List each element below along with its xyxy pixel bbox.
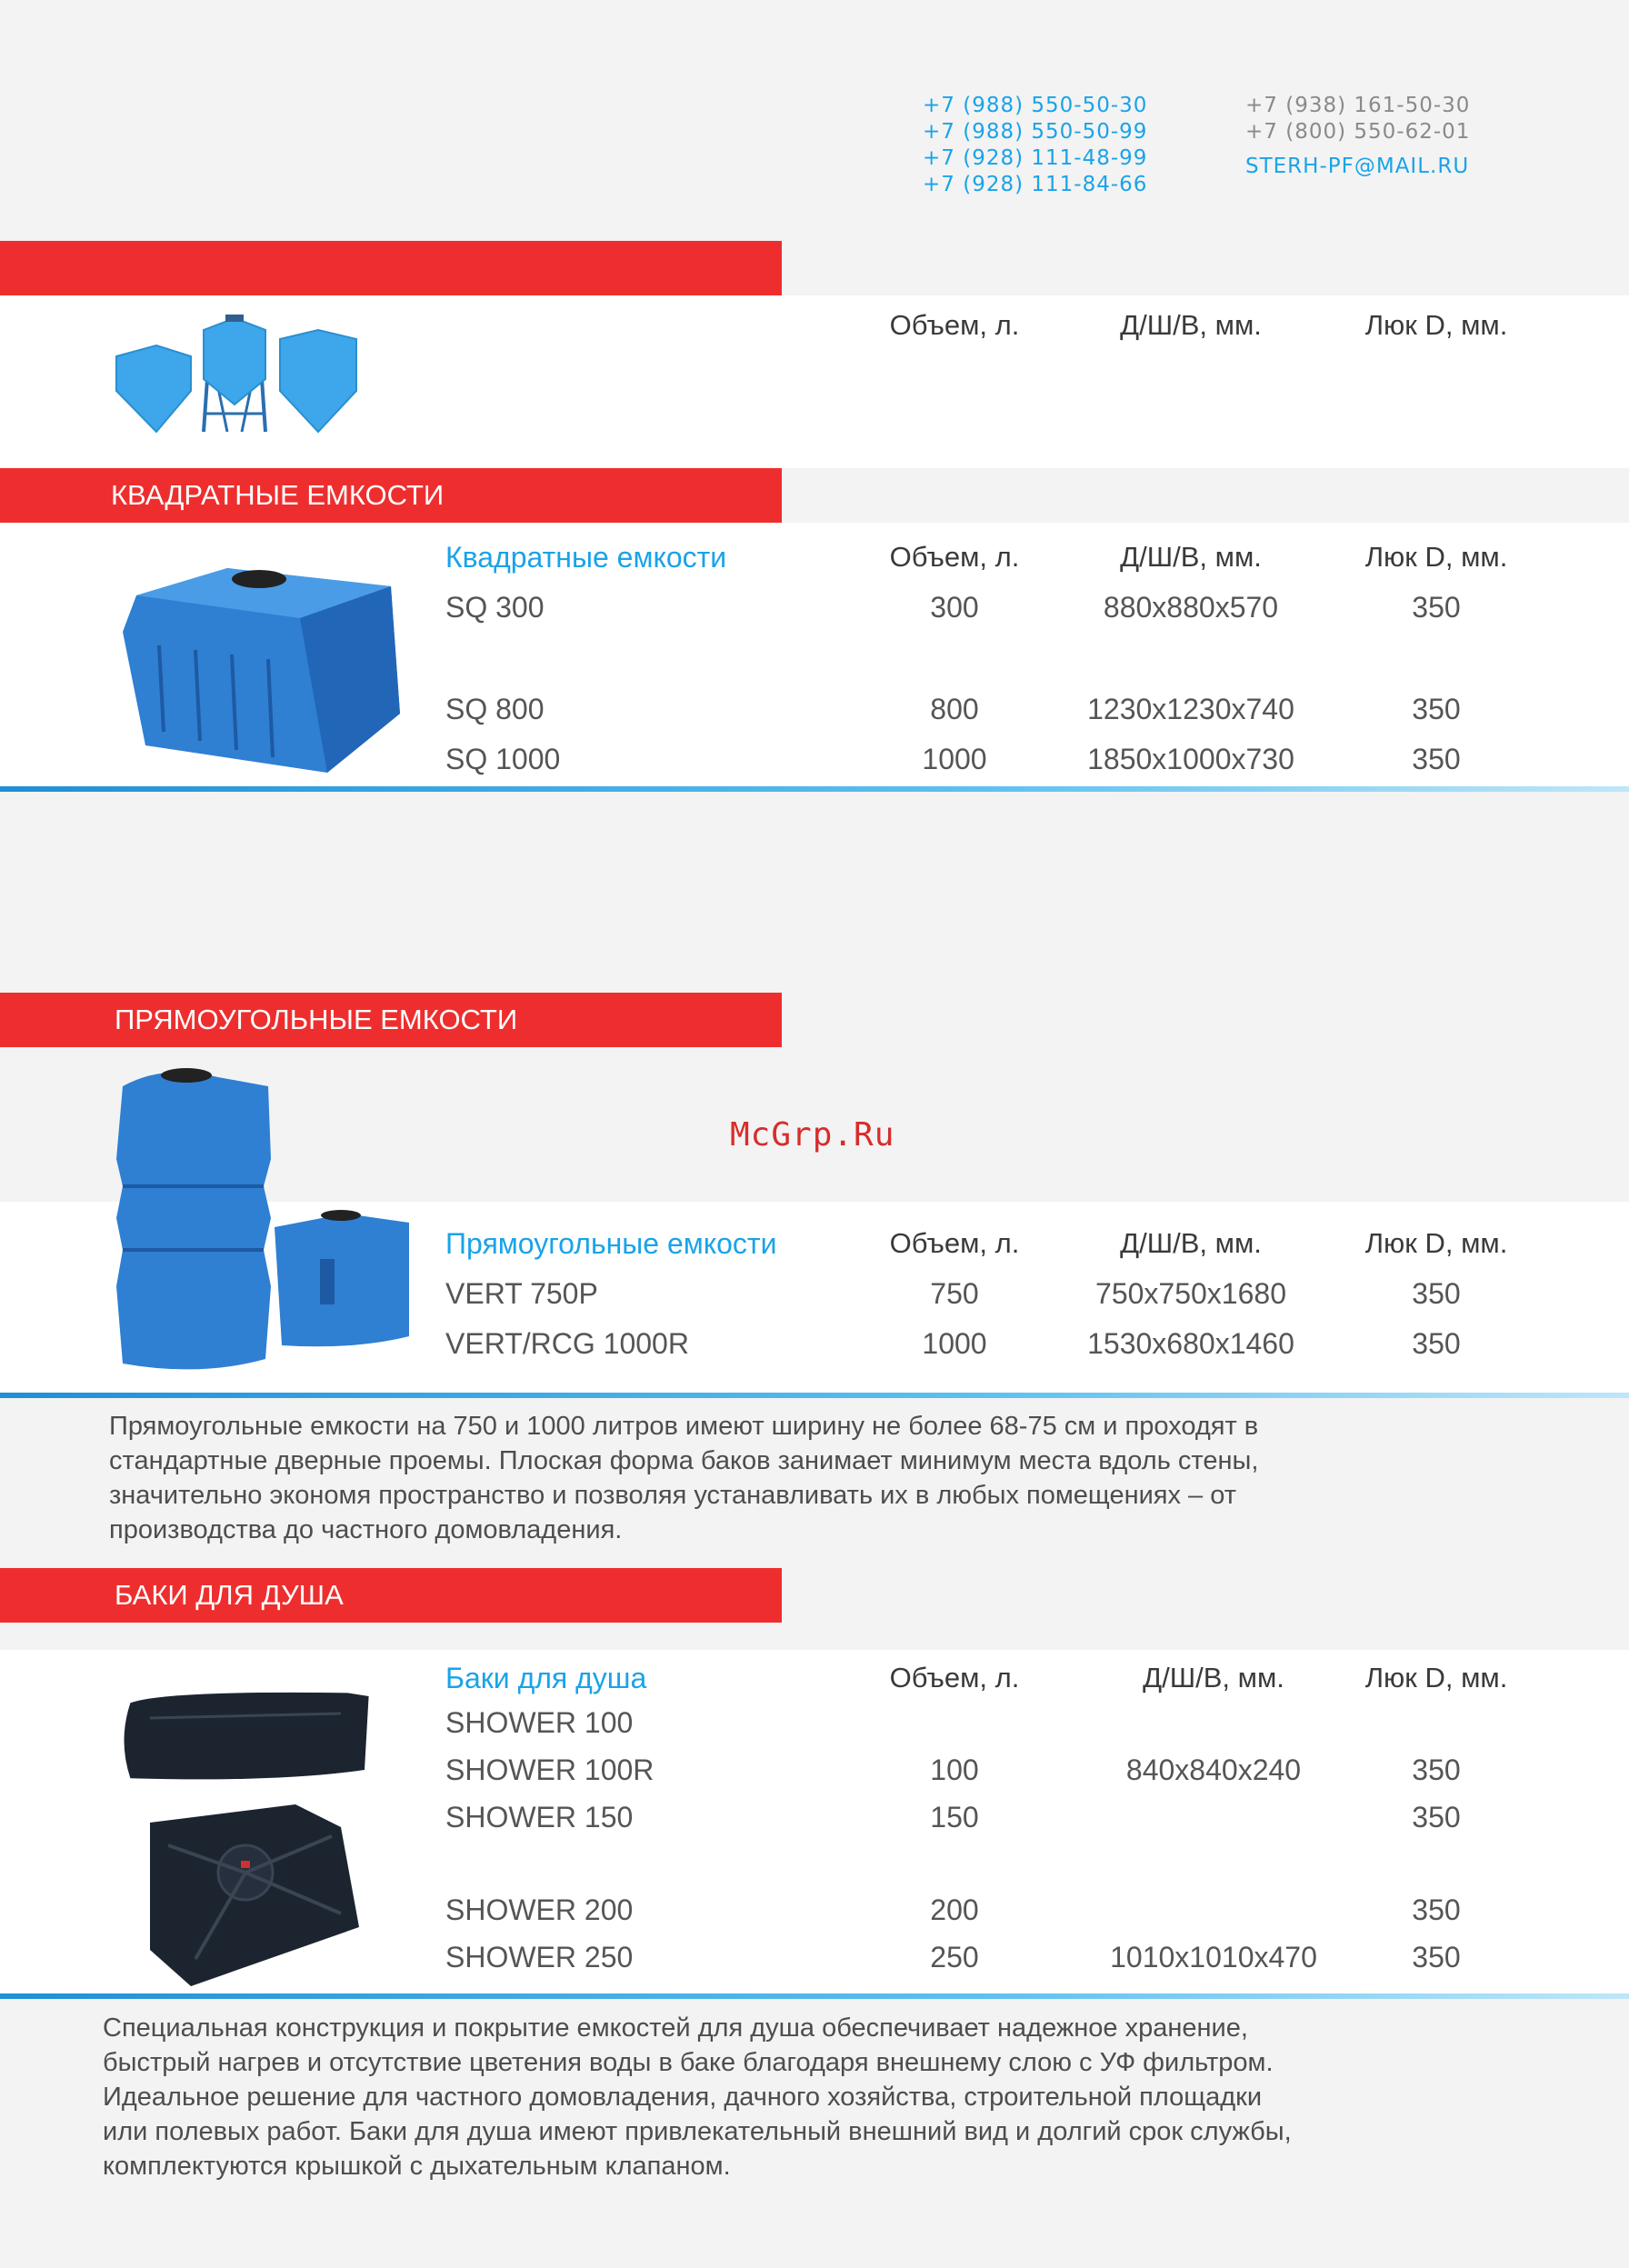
square-header-hatch: Люк D, мм. bbox=[1364, 541, 1508, 573]
square-row-3-volume: 1000 bbox=[922, 743, 987, 775]
rect-desc-line-2: стандартные дверные проемы. Плоская форма баков занимает минимум места вдоль стены, bbox=[109, 1446, 1259, 1475]
contacts-block bbox=[923, 93, 1147, 198]
rect-row-2-volume: 1000 bbox=[922, 1327, 987, 1360]
rect-row-1-hatch: 350 bbox=[1412, 1277, 1461, 1310]
square-table-title: Квадратные емкости bbox=[445, 541, 727, 574]
contacts-block-2 bbox=[1245, 93, 1470, 180]
shower-row-4-name: SHOWER 200 bbox=[445, 1893, 634, 1926]
phone-2[interactable]: +7 (988) 550-50-99 bbox=[923, 120, 1148, 144]
hopper-tanks-image bbox=[109, 314, 368, 436]
phone-4[interactable]: +7 (928) 111-84-66 bbox=[923, 173, 1148, 196]
rect-header-volume: Объем, л. bbox=[889, 1227, 1020, 1259]
square-row-1-volume: 300 bbox=[930, 591, 979, 624]
rect-header-dims: Д/Ш/В, мм. bbox=[1120, 1227, 1262, 1259]
phone-3[interactable]: +7 (928) 111-48-99 bbox=[923, 146, 1148, 170]
shower-row-3-hatch: 350 bbox=[1412, 1801, 1461, 1833]
square-row-2-hatch: 350 bbox=[1412, 693, 1461, 725]
shower-row-5-name: SHOWER 250 bbox=[445, 1941, 634, 1973]
rect-desc-line-3: значительно экономя пространство и позволяя устанавливать их в любых помещениях – от bbox=[109, 1481, 1237, 1510]
square-row-3-dims: 1850x1000x730 bbox=[1087, 743, 1294, 775]
shower-desc-line-2: быстрый нагрев и отсутствие цветения воды в баке благодаря внешнему слою с УФ фильтром. bbox=[103, 2048, 1274, 2077]
rect-description bbox=[109, 1409, 1527, 1547]
square-tank-image bbox=[118, 559, 409, 777]
square-row-2-dims: 1230x1230x740 bbox=[1087, 693, 1294, 725]
top-header-volume: Объем, л. bbox=[889, 309, 1020, 341]
phone-6[interactable]: +7 (800) 550-62-01 bbox=[1245, 120, 1471, 144]
shower-row-5-dims: 1010x1010x470 bbox=[1110, 1941, 1317, 1973]
shower-desc-line-4: или полевых работ. Баки для душа имеют привлекательный внешний вид и долгий срок службы, bbox=[103, 2117, 1292, 2146]
shower-header-dims: Д/Ш/В, мм. bbox=[1143, 1662, 1284, 1694]
square-row-1-name: SQ 300 bbox=[445, 591, 545, 624]
rect-section-bar bbox=[0, 993, 782, 1047]
shower-row-2-dims: 840x840x240 bbox=[1125, 1753, 1302, 1786]
rect-row-2-name: VERT/RCG 1000R bbox=[445, 1327, 689, 1360]
shower-divider bbox=[0, 1993, 1629, 1999]
shower-row-2-hatch: 350 bbox=[1412, 1753, 1461, 1786]
square-header-dims: Д/Ш/В, мм. bbox=[1120, 541, 1262, 573]
phone-1[interactable]: +7 (988) 550-50-30 bbox=[923, 94, 1148, 117]
rect-row-1-dims: 750x750x1680 bbox=[1095, 1277, 1286, 1310]
top-header-dims: Д/Ш/В, мм. bbox=[1120, 309, 1262, 341]
rect-divider bbox=[0, 1393, 1629, 1398]
shower-description bbox=[103, 2011, 1530, 2183]
shower-desc-line-1: Специальная конструкция и покрытие емкостей для душа обеспечивает надежное хранение, bbox=[103, 2013, 1248, 2043]
shower-row-2-volume: 100 bbox=[930, 1753, 979, 1786]
rect-header-hatch: Люк D, мм. bbox=[1364, 1227, 1508, 1259]
rect-row-1-volume: 750 bbox=[930, 1277, 979, 1310]
square-row-3-hatch: 350 bbox=[1412, 743, 1461, 775]
shower-row-4-hatch: 350 bbox=[1412, 1893, 1461, 1926]
square-section-bar bbox=[0, 468, 782, 523]
square-row-3-name: SQ 1000 bbox=[445, 743, 561, 775]
top-red-bar bbox=[0, 241, 782, 295]
shower-row-1-name: SHOWER 100 bbox=[445, 1706, 634, 1739]
rect-tanks-image bbox=[109, 1059, 409, 1377]
square-row-1-hatch: 350 bbox=[1412, 591, 1461, 624]
shower-tanks-image bbox=[114, 1686, 377, 1991]
shower-header-hatch: Люк D, мм. bbox=[1364, 1662, 1508, 1694]
watermark-text: McGrp.Ru bbox=[730, 1116, 895, 1154]
square-divider bbox=[0, 786, 1629, 792]
rect-row-2-dims: 1530x680x1460 bbox=[1087, 1327, 1294, 1360]
shower-table-title: Баки для душа bbox=[445, 1662, 647, 1694]
square-section-title: КВАДРАТНЫЕ ЕМКОСТИ bbox=[111, 479, 445, 511]
phone-5[interactable]: +7 (938) 161-50-30 bbox=[1245, 94, 1471, 117]
square-row-2-volume: 800 bbox=[930, 693, 979, 725]
top-header-hatch: Люк D, мм. bbox=[1364, 309, 1508, 341]
rect-desc-line-1: Прямоугольные емкости на 750 и 1000 литров имеют ширину не более 68-75 см и проходят в bbox=[109, 1412, 1259, 1441]
shower-section-bar bbox=[0, 1568, 782, 1623]
rect-section-title: ПРЯМОУГОЛЬНЫЕ ЕМКОСТИ bbox=[115, 1004, 518, 1035]
square-row-1-dims: 880x880x570 bbox=[1103, 591, 1279, 624]
shower-row-5-volume: 250 bbox=[930, 1941, 979, 1973]
shower-row-3-name: SHOWER 150 bbox=[445, 1801, 634, 1833]
shower-header-volume: Объем, л. bbox=[889, 1662, 1020, 1694]
shower-desc-line-5: комплектуются крышкой с дыхательным клапаном. bbox=[103, 2152, 731, 2181]
shower-row-4-volume: 200 bbox=[930, 1893, 979, 1926]
shower-row-5-hatch: 350 bbox=[1412, 1941, 1461, 1973]
shower-section-title: БАКИ ДЛЯ ДУША bbox=[115, 1579, 344, 1611]
square-header-volume: Объем, л. bbox=[889, 541, 1020, 573]
rect-table-title: Прямоугольные емкости bbox=[445, 1227, 777, 1260]
email-link[interactable]: STERH-PF@MAIL.RU bbox=[1245, 155, 1470, 178]
rect-row-2-hatch: 350 bbox=[1412, 1327, 1461, 1360]
shower-desc-line-3: Идеальное решение для частного домовладения, дачного хозяйства, строительной площадки bbox=[103, 2083, 1263, 2112]
rect-row-1-name: VERT 750P bbox=[445, 1277, 598, 1310]
rect-desc-line-4: производства до частного домовладения. bbox=[109, 1515, 623, 1544]
shower-row-3-volume: 150 bbox=[930, 1801, 979, 1833]
square-row-2-name: SQ 800 bbox=[445, 693, 545, 725]
shower-row-2-name: SHOWER 100R bbox=[445, 1753, 655, 1786]
